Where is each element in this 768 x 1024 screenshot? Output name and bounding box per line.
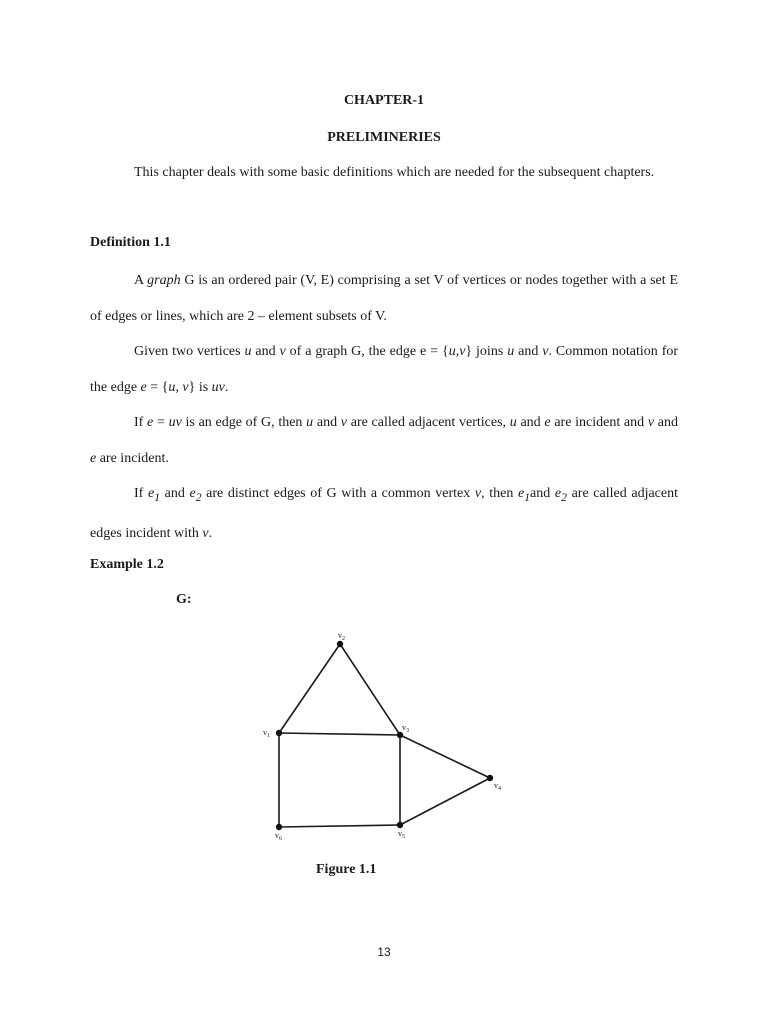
edge-v5-v6 xyxy=(279,825,400,827)
vertex-label-v1: $v_1$ xyxy=(263,728,270,739)
definition-paragraph-1: A graph G is an ordered pair (V, E) comprising a set V of vertices or nodes together with a set E of edges or lines, which are 2 – element subsets of V. xyxy=(90,273,678,324)
vertex-v6 xyxy=(276,824,282,830)
edge-v1-v3 xyxy=(279,733,400,735)
example-heading: Example 1.2 xyxy=(90,557,164,572)
edge-v2-v3 xyxy=(340,644,400,735)
vertex-label-v3: $v_3$ xyxy=(402,723,409,734)
vertex-label-v2: $v_2$ xyxy=(338,631,345,642)
edge-v1-v2 xyxy=(279,644,340,733)
definition-paragraph-4: If $e_1$ and $e_2$ are distinct edges of G with a common vertex v, then $e_1and$ $e_2$ are called adjacent edges incident with v. xyxy=(90,486,678,541)
figure-caption: Figure 1.1 xyxy=(316,862,377,877)
vertex-v1 xyxy=(276,730,282,736)
vertex-v4 xyxy=(487,775,493,781)
definition-heading: Definition 1.1 xyxy=(90,235,171,250)
graph-figure xyxy=(250,625,510,855)
definition-paragraph-2: Given two vertices u and v of a graph G, the edge e = {u,v} joins u and v. Common notation for the edge e = {u, v} is uv. xyxy=(90,344,679,395)
vertex-label-v5: $v_5$ xyxy=(398,829,405,840)
definition-paragraph-3: If e = uv is an edge of G, then u and v are called adjacent vertices, u and e are incident and v and e are incident. xyxy=(90,415,679,466)
graph-label: G: xyxy=(176,592,192,607)
chapter-title: CHAPTER-1 xyxy=(343,93,425,108)
intro-paragraph: This chapter deals with some basic definitions which are needed for the subsequent chapters. xyxy=(134,165,655,180)
edge-v4-v5 xyxy=(400,778,490,825)
vertex-v5 xyxy=(397,822,403,828)
vertex-v3 xyxy=(397,732,403,738)
edge-v3-v4 xyxy=(400,735,490,778)
vertex-label-v4: $v_4$ xyxy=(494,781,501,792)
vertex-label-v6: $v_6$ xyxy=(275,831,282,842)
chapter-subtitle: PRELIMINERIES xyxy=(327,130,441,145)
page-number: 13 xyxy=(377,945,391,959)
